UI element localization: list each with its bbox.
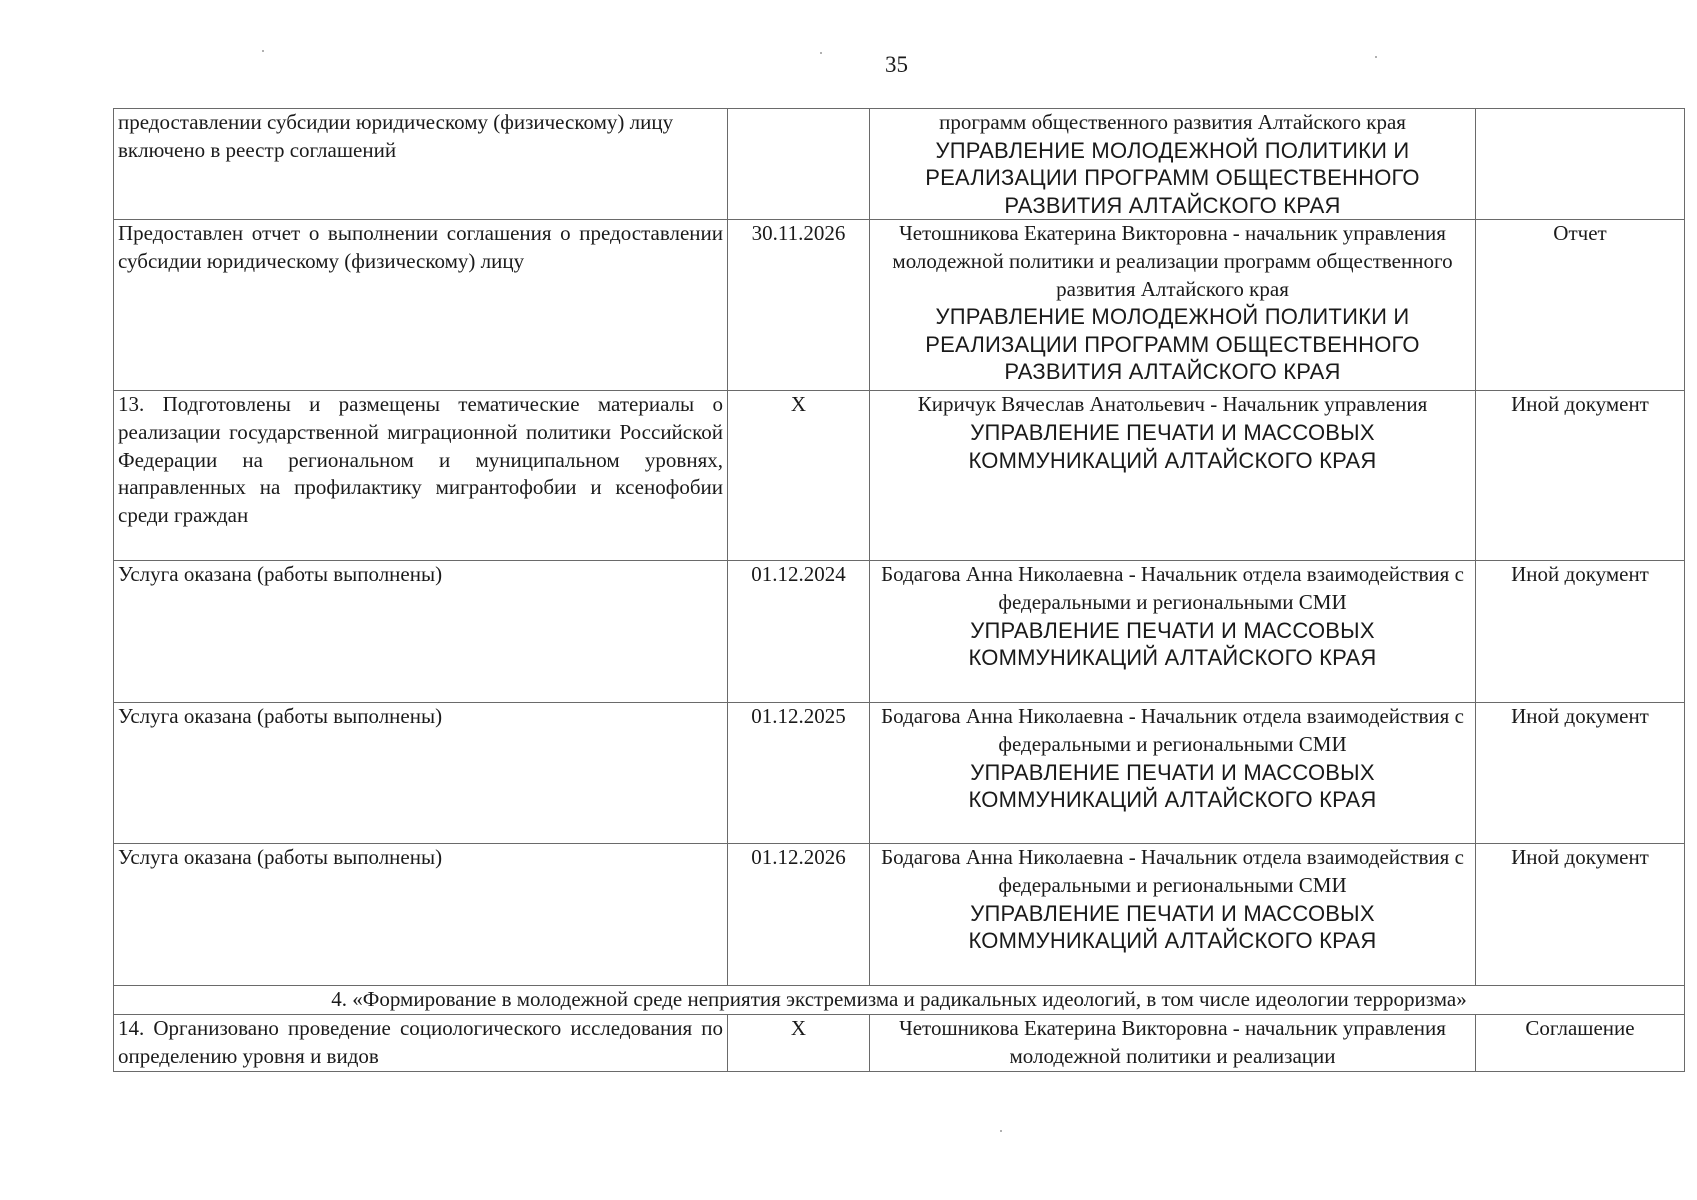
responsible-cell [870, 1015, 1476, 1071]
scan-speck [1000, 1130, 1002, 1132]
table-row [114, 391, 1685, 561]
section-row [114, 986, 1685, 1015]
date-cell: X [728, 1015, 870, 1071]
responsible-person: Четошникова Екатерина Викторовна - начальник управления молодежной политики и реализации [899, 1016, 1446, 1068]
date-cell: 30.11.2026 [728, 220, 870, 391]
responsible-cell [870, 220, 1476, 391]
responsible-cell [870, 391, 1476, 561]
scan-speck [262, 50, 264, 52]
document-type-cell [1476, 109, 1685, 220]
scan-speck [820, 52, 822, 54]
date-cell: X [728, 391, 870, 561]
table-row [114, 220, 1685, 391]
table-row [114, 844, 1685, 986]
document-type-cell: Иной документ [1476, 391, 1685, 561]
section-heading: 4. «Формирование в молодежной среде неприятия экстремизма и радикальных идеологий, в том числе идеологии терроризма» [114, 986, 1685, 1015]
result-cell: Услуга оказана (работы выполнены) [114, 844, 728, 986]
result-cell: Предоставлен отчет о выполнении соглашения о предоставлении субсидии юридическому (физическому) лицу [114, 220, 728, 391]
responsible-person: Киричук Вячеслав Анатольевич - Начальник управления [917, 392, 1428, 417]
scan-speck [1375, 56, 1377, 58]
table-row [114, 1015, 1685, 1071]
responsible-org: УПРАВЛЕНИЕ МОЛОДЕЖНОЙ ПОЛИТИКИ И РЕАЛИЗАЦИИ ПРОГРАММ ОБЩЕСТВЕННОГО РАЗВИТИЯ АЛТАЙСКОГО КРАЯ [925, 137, 1420, 218]
document-type-cell: Иной документ [1476, 561, 1685, 703]
date-cell: 01.12.2025 [728, 703, 870, 844]
result-cell: Услуга оказана (работы выполнены) [114, 561, 728, 703]
responsible-person: программ общественного развития Алтайского края [939, 110, 1406, 134]
document-type-cell: Отчет [1476, 220, 1685, 391]
responsible-org: УПРАВЛЕНИЕ ПЕЧАТИ И МАССОВЫХ КОММУНИКАЦИЙ АЛТАЙСКОГО КРАЯ [968, 759, 1377, 813]
result-cell: предоставлении субсидии юридическому (физическому) лицу включено в реестр соглашений [114, 109, 728, 220]
result-cell: 13. Подготовлены и размещены тематические материалы о реализации государственной миграционной политики Российской Федерации на региональном и муниципальном уровнях, направленных на профилактику мигрантофобии и ксенофобии среди граждан [114, 391, 728, 561]
activities-table [113, 108, 1685, 1072]
date-cell [728, 109, 870, 220]
date-cell: 01.12.2024 [728, 561, 870, 703]
document-type-cell: Иной документ [1476, 844, 1685, 986]
responsible-cell [870, 703, 1476, 844]
responsible-org: УПРАВЛЕНИЕ ПЕЧАТИ И МАССОВЫХ КОММУНИКАЦИЙ АЛТАЙСКОГО КРАЯ [968, 900, 1377, 954]
table-row [114, 109, 1685, 220]
responsible-cell [870, 561, 1476, 703]
responsible-org: УПРАВЛЕНИЕ ПЕЧАТИ И МАССОВЫХ КОММУНИКАЦИЙ АЛТАЙСКОГО КРАЯ [968, 617, 1377, 671]
responsible-org: УПРАВЛЕНИЕ ПЕЧАТИ И МАССОВЫХ КОММУНИКАЦИЙ АЛТАЙСКОГО КРАЯ [968, 419, 1377, 473]
result-cell: 14. Организовано проведение социологического исследования по определению уровня и видов [114, 1015, 728, 1071]
table-row [114, 561, 1685, 703]
responsible-cell [870, 844, 1476, 986]
responsible-person: Бодагова Анна Николаевна - Начальник отдела взаимодействия с федеральными и региональными СМИ [881, 562, 1464, 614]
responsible-cell [870, 109, 1476, 220]
responsible-person: Бодагова Анна Николаевна - Начальник отдела взаимодействия с федеральными и региональными СМИ [881, 845, 1464, 897]
document-type-cell: Иной документ [1476, 703, 1685, 844]
result-cell: Услуга оказана (работы выполнены) [114, 703, 728, 844]
page-number: 35 [885, 52, 908, 77]
responsible-person: Четошникова Екатерина Викторовна - начальник управления молодежной политики и реализации программ общественного развития Алтайского края [892, 221, 1453, 301]
table-row [114, 703, 1685, 844]
responsible-org: УПРАВЛЕНИЕ МОЛОДЕЖНОЙ ПОЛИТИКИ И РЕАЛИЗАЦИИ ПРОГРАММ ОБЩЕСТВЕННОГО РАЗВИТИЯ АЛТАЙСКОГО КРАЯ [925, 304, 1420, 385]
date-cell: 01.12.2026 [728, 844, 870, 986]
document-type-cell: Соглашение [1476, 1015, 1685, 1071]
responsible-person: Бодагова Анна Николаевна - Начальник отдела взаимодействия с федеральными и региональными СМИ [881, 704, 1464, 756]
